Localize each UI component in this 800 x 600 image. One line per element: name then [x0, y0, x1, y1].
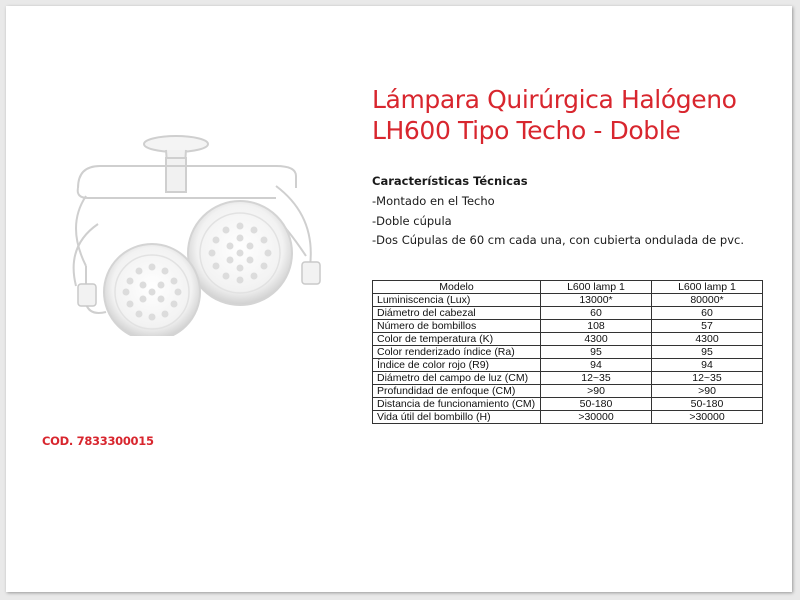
spec-label: Índice de color rojo (R9): [373, 359, 541, 372]
spec-value: 80000*: [652, 294, 763, 307]
product-title-line-2: LH600 Tipo Techo - Doble: [372, 116, 681, 145]
spec-value: 94: [652, 359, 763, 372]
spec-label: Diámetro del campo de luz (CM): [373, 372, 541, 385]
table-row: [373, 294, 763, 307]
spec-table: [372, 280, 763, 424]
spec-value: 94: [541, 359, 652, 372]
spec-header-lamp-b: L600 lamp 1: [652, 281, 763, 294]
product-title: [372, 84, 792, 146]
spec-value: 60: [652, 307, 763, 320]
spec-label: Diámetro del cabezal: [373, 307, 541, 320]
spec-label: Vida útil del bombillo (H): [373, 411, 541, 424]
spec-value: >30000: [652, 411, 763, 424]
spec-value: 95: [541, 346, 652, 359]
spec-value: 13000*: [541, 294, 652, 307]
spec-value: 95: [652, 346, 763, 359]
spec-label: Color renderizado índice (Ra): [373, 346, 541, 359]
spec-label: Profundidad de enfoque (CM): [373, 385, 541, 398]
feature-item: -Doble cúpula: [372, 213, 452, 228]
table-row: [373, 398, 763, 411]
spec-value: >30000: [541, 411, 652, 424]
table-row: [373, 333, 763, 346]
spec-label: Color de temperatura (K): [373, 333, 541, 346]
spec-value: 4300: [652, 333, 763, 346]
table-row: [373, 346, 763, 359]
spec-value: >90: [541, 385, 652, 398]
table-row: [373, 372, 763, 385]
spec-header-model: Modelo: [373, 281, 541, 294]
spec-value: 60: [541, 307, 652, 320]
features-heading: Características Técnicas: [372, 174, 528, 188]
spec-value: 12~35: [541, 372, 652, 385]
table-row: [373, 320, 763, 333]
feature-item: -Dos Cúpulas de 60 cm cada una, con cubierta ondulada de pvc.: [372, 233, 744, 247]
table-row: [373, 385, 763, 398]
spec-value: >90: [652, 385, 763, 398]
spec-value: 12~35: [652, 372, 763, 385]
product-sheet: [6, 6, 792, 592]
spec-value: 108: [541, 320, 652, 333]
spec-value: 50-180: [652, 398, 763, 411]
product-title-line-1: Lámpara Quirúrgica Halógeno: [372, 85, 737, 114]
product-code: COD. 7833300015: [42, 434, 154, 448]
table-row: [373, 359, 763, 372]
spec-label: Luminiscencia (Lux): [373, 294, 541, 307]
table-row: [373, 411, 763, 424]
spec-value: 57: [652, 320, 763, 333]
spec-table-header-row: [373, 281, 763, 294]
table-row: [373, 307, 763, 320]
surgical-lamp-image: [26, 126, 346, 336]
spec-value: 4300: [541, 333, 652, 346]
technical-features: [372, 174, 782, 253]
spec-label: Distancia de funcionamiento (CM): [373, 398, 541, 411]
spec-label: Número de bombillos: [373, 320, 541, 333]
spec-header-lamp-a: L600 lamp 1: [541, 281, 652, 294]
spec-value: 50-180: [541, 398, 652, 411]
feature-item: -Montado en el Techo: [372, 194, 495, 208]
